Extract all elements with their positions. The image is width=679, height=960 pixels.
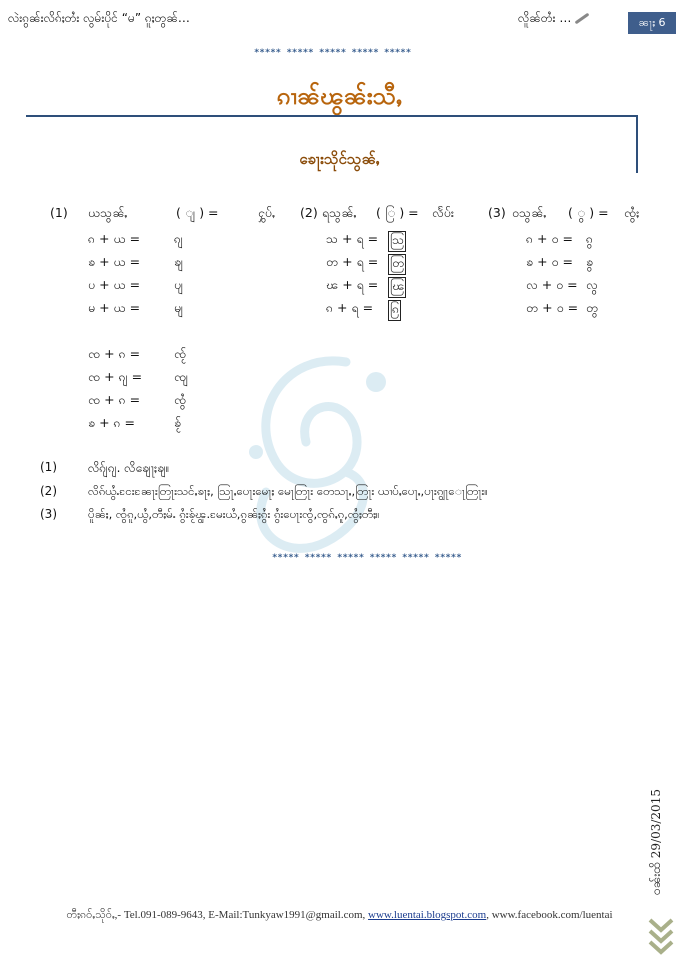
col1-equation: ၸ + ၵ = (88, 346, 141, 361)
col3-word: ၸွႆႈ (624, 205, 640, 220)
page-title: ၵၢၼ်ၽွၼ်းသီႇ (276, 82, 403, 110)
col1-result: ၶျ (174, 254, 184, 269)
divider-stars-bottom: ***** ***** ***** ***** ***** ***** (272, 553, 462, 563)
col2-equation: ၵ + ရ = (326, 300, 374, 315)
page-number-badge: ၼႃႈ 6 (628, 12, 676, 34)
footer-author: တီႈၵဝ်ႇသိုဝ်ႇ,- (66, 909, 122, 921)
col2-result: တြ (388, 254, 406, 275)
col3-result: ၶွ (586, 254, 594, 269)
header-date-label: လိူၼ်တႆး … (518, 11, 572, 25)
col2-word: လႅပ်း (432, 205, 455, 220)
col2-result: သြ (388, 231, 406, 252)
col2-name: ရသွၼ်ႇ (322, 205, 357, 220)
footer-contact (0, 908, 679, 924)
col1-equation: ပ + ယ = (88, 277, 141, 292)
sentence-text: လိၵ်ျၵျ. လိၶျေႃႈၶျ။ (88, 461, 170, 475)
col1-number: (1) (50, 205, 68, 220)
col3-equation: ၶ + ဝ = (526, 254, 573, 269)
col1-result: ၸွႆ (174, 392, 187, 407)
col2-equation: တ + ရ = (326, 254, 379, 269)
col1-sign: ( ျ ) = (176, 205, 219, 220)
col2-equation: ၽ + ရ = (326, 277, 379, 292)
col1-result: ပျ (174, 277, 184, 292)
footer-facebook: , www.facebook.com/luentai (486, 909, 613, 921)
sentence-text: လိၵ်ယွႆႉငႄးၼႄႃးတြႃးသင်ႇၶႃႈ, သြႃႇပေႃးမေႃႈ မေႃတြႃး တေသႃႇ,တြႃး ယၢပ်ႇပေႃႇ,ပႃးၵျွႃေႃတြႃး။ (88, 484, 488, 498)
col1-equation: ၶ + ၵ = (88, 415, 136, 430)
col1-word: ႁွပ်ႇ (258, 205, 276, 220)
chevron-down-icon (646, 916, 676, 956)
sentence-text: ပိူၼ်ႈ, ၸွႆၵူ,ယွႆ,တီႈမ်ႉ ၵွႆးၶႂ်ၾွ.မႄးယႆ,ၵွၼ်ႈၵွႆး ၵွႆးပေႃးၸွႆ,ၸွၵ်ႇၵူ,ၸွႆႈတီႈ။ (88, 507, 380, 521)
col1-equation: မ + ယ = (88, 300, 141, 315)
divider-stars-top: ***** ***** ***** ***** ***** (254, 48, 412, 58)
col1-result: ၶႂ် (174, 415, 182, 430)
col2-sign: ( ြ ) = (376, 205, 419, 220)
col3-result: ၵွ (586, 231, 594, 246)
col1-result: ၵျ (174, 231, 184, 246)
col3-equation: ၵ + ဝ = (526, 231, 573, 246)
col3-equation: တ + ဝ = (526, 300, 579, 315)
col3-sign: ( ွ ) = (568, 205, 609, 220)
col1-equation: ၸ + ၵ = (88, 392, 141, 407)
footer-blog-link[interactable]: www.luentai.blogspot.com (368, 909, 487, 921)
sentence-number: (2) (40, 484, 57, 498)
side-date: ဝၼ်းထိ 29/03/2015 (649, 789, 663, 895)
col2-result: ၽြ (388, 277, 406, 298)
col3-result: တွ (586, 300, 599, 315)
col2-equation: သ + ရ = (326, 231, 379, 246)
header-date-field (518, 10, 590, 28)
footer-contact-info: Tel.091-089-9643, E-Mail:Tunkyaw1991@gmail.com, (121, 909, 369, 921)
col1-equation: ၵ + ယ = (88, 231, 141, 246)
sentence-number: (3) (40, 507, 57, 521)
col1-result: ၸႂ် (174, 346, 187, 361)
col2-result: ၵြ (388, 300, 401, 321)
col2-number: (2) (300, 205, 318, 220)
col1-result: ၸျ (174, 369, 189, 384)
col1-equation: ၸ + ၵျ = (88, 369, 143, 384)
section-subtitle: ၶေႃးသိုင်သွၼ်ႇ (299, 150, 380, 168)
watermark-logo (226, 342, 406, 572)
sentence-number: (1) (40, 460, 57, 474)
pencil-icon (575, 13, 590, 25)
col3-equation: လ + ဝ = (526, 277, 578, 292)
col1-name: ယသွၼ်ႇ (88, 205, 128, 220)
col3-result: လွ (586, 277, 598, 292)
header-title: လဲးၵွၼ်းလိၵ်ႈတႆး လွမ်းပိုင် “မ” ၵူႈတွၼ်… (8, 11, 190, 25)
col1-equation: ၶ + ယ = (88, 254, 141, 269)
col3-name: ဝသွၼ်ႇ (512, 205, 547, 220)
title-underline (26, 115, 638, 117)
col3-number: (3) (488, 205, 506, 220)
col1-result: မျ (174, 300, 184, 315)
